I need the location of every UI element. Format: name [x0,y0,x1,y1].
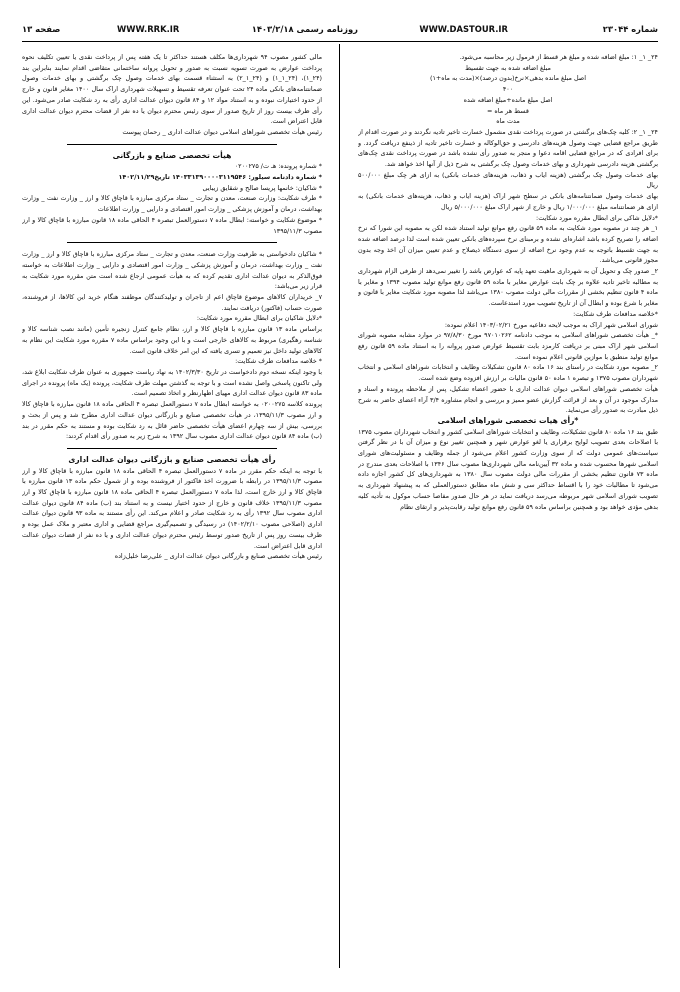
formula-line: اصل مبلغ مانده بدهی×نرخ(بدون درصد)×(مدت به ماه+۱) [429,74,587,83]
section-separator [67,242,277,243]
header-divider [22,41,658,42]
formula-line: اصل مبلغ مانده+مبلغ اضافه شده [463,95,553,104]
paragraph: ۲_ مصوبه مورد شکایت در راستای بند ۱۶ ماده ۸۰ قانون تشکیلات وظایف و انتخابات شوراهای اسلامی و انتخاب شهرداران مصوب ۱۳۷۵ و تبصره ۱ ماده ۵۰ قانون مالیات بر ارزش افزوده وضع شده است. [358,363,658,383]
paragraph: * طرف شکایت: وزارت صنعت، معدن و تجارت _ ستاد مرکزی مبارزه با قاچاق کالا و ارز _ وزارت نفت _ وزارت بهداشت، درمان و آموزش پزشکی _ وزارت امور اقتصادی و دارایی _ وزارت اطلاعات [22,194,322,214]
paragraph: با وجود اینکه نسخه دوم دادخواست در تاریخ ۱۴۰۲/۳/۳۰ به نهاد ریاست جمهوری به عنوان طرف شکایت ابلاغ شد، ولی تاکنون پاسخی واصل نشده است و با توجه به گذشتن مهلت طرف شکایت، پرونده (یک ماه) پرونده در اجرای ماده ۸۳ قانون دیوان عدالت اداری مهیای اظهارنظر و اتخاذ تصمیم است. [22,367,322,398]
paragraph: هیأت تخصصی شوراهای اسلامی دیوان عدالت اداری با حضور اعضاء تشکیل، پس از ملاحظه پرونده و اسناد و مدارک موجود در آن و بعد از قرائت گزارش عضو ممیز و بررسی و انجام مشاوره ۳/۴ آراء اعضای حاضر به شرح ذیل مبادرت به صدور رأی می‌نماید. [358,384,658,415]
paragraph: * موضوع شکایت و خواسته: ابطال ماده ۷ دستورالعمل تبصره ۴ الحاقی ماده ۱۸ قانون مبارزه با قاچاق کالا و ارز مصوب ۱۳۹۵/۱۱/۳ [22,215,322,235]
formula-line: مدت ماه [496,117,520,126]
formula-line: ۴۰۰ [502,85,514,94]
paragraph: ۲۴_ ۱_ ۱: مبلغ اضافه شده و مبلغ هر قسط از فرمول زیر محاسبه می‌شود. [459,53,658,61]
paragraph: بهای خدمات وصول ضمانتنامه‌های بانکی در سطح شهر اراک (هزینه ایاب و ذهاب، هزینه‌های خدمات بانکی) به ازای هر ضمانتنامه مبلغ ۱/۰۰۰/۰۰۰ ریال و خارج از شهر اراک مبلغ ۵/۰۰۰/۰۰۰ ریال [358,192,658,211]
paragraph: *خلاصه مدافعات طرف شکایت: [573,309,658,318]
section-title: رأی هیأت تخصصی صنایع و بازرگانی دیوان عدالت اداری [68,454,276,464]
paragraph: * شماره پرونده: هـ ت/ ۰۲۰۰۲۷۵ [234,162,322,171]
section-title: *رأی هیات تخصصی شوراهای اسلامی [437,415,579,425]
paragraph: رئیس هیأت تخصصی شوراهای اسلامی دیوان عدالت اداری _ رحمان پیوست [122,127,322,136]
site-link-rrk[interactable]: WWW.RRK.IR [117,24,180,34]
formula-line: قسط هر ماه = [487,106,529,115]
newspaper-title-date: روزنامه رسمی ۱۴۰۳/۲/۱۸ [251,24,358,34]
paragraph: * خلاصه مدافعات طرف شکایت: [235,357,322,366]
issue-number: شماره ۲۳۰۴۴ [602,24,658,34]
paragraph: پرونده کلاسه ۰۲۰۰۲۷۵ به خواسته ابطال ماده ۷ دستورالعمل تبصره ۴ الحاقی ماده ۱۸ قانون مبارزه با قاچاق کالا و ارز مصوب ۱۳۹۵/۱۱/۳، در هیأت تخصصی صنایع و بازرگانی دیوان عدالت اداری مطرح شد و پس از بحث و بررسی، بیش از سه چهارم اعضای هیأت تخصصی حاضر قائل به رد شکایت بوده و مستند به حکم مقرر در بند (ب) ماده ۸۴ قانون دیوان عدالت اداری مصوب سال ۱۳۹۲ به شرح زیر به صدور رأی اقدام کردند: [22,400,322,441]
site-link-dastour[interactable]: WWW.DASTOUR.IR [419,24,508,34]
paragraph: *_ هیأت تخصصی شوراهای اسلامی به موجب دادنامه ۹۷۰۱۰۲۶۲ مورخ ۹۷/۸/۳۰ در موارد مشابه مصوبه شورای اسلامی شهر اراک مبنی بر دریافت کارمزد بابت تقسیط عوارض صدور پروانه را به استناد ماده ۵۹ قانون رفع موانع تولید منطبق با موازین قانونی اعلام نموده است. [358,331,658,361]
right-column [358,52,658,974]
section-separator [67,144,277,145]
paragraph: بهای خدمات وصول چک برگشتی (هزینه ایاب و ذهاب، هزینه‌های خدمات بانکی) به ازای هر چک مبلغ ۵۰۰/۰۰۰ ریال [358,170,658,190]
paragraph: ۲۴_ ۱_ ۲: کلیه چک‌های برگشتی در صورت پرداخت نقدی مشمول خسارت تاخیر تادیه نگردند و در صورت اقدام از طریق مراجع قضایی جهت وصول هزینه‌های دادرسی و حق‌الوکاله و خسارت تاخیر تادیه از ذینفع دریافت گردد. و برای افرادی که در مراجع قضایی اقامه دعوا و منجر به صدور رأی نشده باشد در صورت پرداخت نقدی چک‌های برگشتی هزینه دادرسی شهرداری و بهای خدمات وصول چک برگشتی به شرح ذیل از آنها اخذ خواهد شد. [358,127,658,169]
paragraph: مالی کشور مصوب ۹۴ شهرداری‌ها مکلف هستند حداکثر تا یک هفته پس از پرداخت نقدی یا تعیین تکلیف نحوه پرداخت عوارض به صورت تسویه نسبت به صدور و تحویل پروانه ساختمانی متقاضی اقدام نمایند بنابراین بند (۲۴_۱)، (۲۴_۱_۱) و (۲۴_۱_۲) به استثناء قسمت بهای خدمات وصول چک برگشتی و بهای خدمات وصول ضمانتنامه‌های بانکی ماده ۲۴ تحت عنوان تعرفه تقسیط و تسهیلات شهرداری اراک سال ۱۴۰۰ مغایر قانون و خارج از حدود اختیارات نبوده و به استناد مواد ۱۲ و ۸۴ قانون دیوان عدالت اداری رأی به رد شکایت صادر می‌شود. این رأی ظرف بیست روز از تاریخ صدور از سوی رئیس محترم دیوان یا ده نفر از قضات محترم دیوان عدالت اداری قابل اعتراض است. [22,53,322,126]
paragraph: * شاکیان دادخواستی به طرفیت وزارت صنعت، معدن و تجارت _ ستاد مرکزی مبارزه با قاچاق کالا و ارز _ وزارت نفت _ وزارت بهداشت، درمان و آموزش پزشکی _ وزارت امور اقتصادی و دارایی _ وزارت اطلاعات به خواسته فوق‌الذکر به دیوان عدالت اداری تقدیم کرده که به هیأت عمومی ارجاع شده است متن مقرره مورد شکایت به قرار زیر می‌باشد: [22,250,322,291]
paragraph: براساس ماده ۱۳ قانون مبارزه با قاچاق کالا و ارز، نظام جامع کنترل زنجیره تأمین (مانند نصب شناسه کالا و شناسه رهگیری) مربوط به کالاهای خارجی است و با این وجود براساس ماده ۷ مقرره مورد شکایت این نظام به کالاهای تولید داخل نیز تعمیم و تسری یافته که این امر خلاف قانون است. [22,325,322,355]
left-column [22,52,322,974]
section-title: هیأت تخصصی صنایع و بازرگانی [112,150,232,160]
paragraph: ۱_ هر چند در مصوبه مورد شکایت به ماده ۵۹ قانون رفع موانع تولید استناد شده لکن به مصوبه این شورا که نرخ اضافه را تصریح کرده باشد اشاره‌ای نشده و برمبنای نرخ سپرده‌های بانکی تعیین شده است لذا درصد اضافه شده به جهت تقسیط باتوجه به عدم وجود نرخ اضافه از سوی دستگاه ذیصلاح و عدم تعیین میزان آن اخذ وجه بدون مجوز قانونی می‌باشد. [358,224,658,265]
paragraph: ۲_ صدور چک و تحویل آن به شهرداری ماهیت تعهد پایه که عوارض باشد را تغییر نمی‌دهد از طرفی الزام شهرداری به مطالبه تاخیر تادیه علاوه بر چک بابت عوارض مغایر با ماده ۵۹ قانون رفع موانع تولید مصوب ۱۳۹۴ و مغایر با ماده ۴ قانون تنظیم بخشی از مقررات مالی دولت مصوب ۱۳۸۰ می‌باشد لذا مصوبه مورد شکایت مغایر با قانون و مغایر با شرع بوده و ابطال آن از تاریخ تصویب مورد استدعاست. [358,267,658,308]
page-number: صفحه ۱۳ [22,24,61,34]
formula-line: مبلغ اضافه شده به جهت تقسیط [465,63,551,72]
paragraph: *دلایل شاکیان برای ابطال مقرره مورد شکایت: [196,314,322,323]
page-header [22,24,658,38]
paragraph: رئیس هیأت تخصصی صنایع و بازرگانی دیوان عدالت اداری _ علی‌رضا خلیل‌زاده [114,552,322,561]
column-divider [339,44,340,968]
paragraph: * شماره دادنامه سیلور: ۱۴۰۳۳۱۳۹۰۰۰۰۳۱۱۹۵۴۶ تاریخ۱۴۰۲/۱۱/۲۹ [118,173,322,182]
section-separator [67,448,277,449]
paragraph: با توجه به اینکه حکم مقرر در ماده ۷ دستورالعمل تبصره ۴ الحاقی ماده ۱۸ قانون مبارزه با قاچاق کالا و ارز مصوب ۱۳۹۵/۱۱/۳ در رابطه با ضرورت اخذ فاکتور از فروشنده بوده و از شمول حکم ماده ۱۳ قانون مبارزه با قاچاق کالا و ارز خارج است، لذا ماده ۷ دستورالعمل تبصره ۴ الحاقی ماده ۱۸ قانون مبارزه با قاچاق کالا و ارز مصوب ۱۳۹۵/۱۱/۳ خلاف قانون و خارج از حدود اختیار نیست و به استناد بند (ب) ماده ۸۴ قانون دیوان عدالت اداری مصوب سال ۱۳۹۲ رأی به رد شکایت صادر و اعلام می‌کند. این رأی مستند به ماده ۹۳ قانون دیوان عدالت اداری (اصلاحی مصوب ۱۴۰۲/۲/۱۰) در رسیدگی و تصمیم‌گیری مراجع قضایی و اداری معتبر و ملاک عمل بوده و ظرف بیست روز پس از تاریخ صدور توسط رئیس محترم دیوان عدالت اداری و یا ده نفر از قضات دیوان عدالت اداری قابل اعتراض است. [22,466,322,550]
paragraph: شورای اسلامی شهر اراک به موجب لایحه دفاعیه مورخ ۱۴۰۳/۰۲/۲۱ اعلام نموده: [444,320,658,329]
paragraph: ۷_ خریداران کالاهای موضوع قاچاق اعم از تاجران و تولیدکنندگان موظفند هنگام خرید این کالاها، از فروشنده، صورت حساب (فاکتور) دریافت نمایند. [22,293,322,312]
paragraph: طبق بند ۱۶ ماده ۸۰ قانون تشکیلات، وظایف و انتخابات شوراهای اسلامی کشور و انتخاب شهرداران مصوب ۱۳۷۵ با اصلاحات بعدی تصویب لوایح برقراری یا لغو عوارض شهر و همچنین تغییر نوع و میزان آن با در نظر گرفتن سیاست‌های عمومی دولت که از سوی وزارت کشور اعلام می‌شود از جمله وظایف و مسئولیت‌های شورای اسلامی شهرها محسوب شده و ماده ۳۲ آیین‌نامه مالی شهرداری‌ها مصوب سال ۱۳۴۶ با اصلاحات بعدی مندرج در ماده ۷۳ قانون تنظیم بخشی از مقررات مالی دولت مصوب سال ۱۳۸۰ به شهرداری‌های کل کشور اجازه داده می‌شود تا مطالبات خود را با اقساط حداکثر سی و شش ماه مطابق دستورالعملی که به پیشنهاد شهرداری به تصویب شورای اسلامی شهر مربوطه می‌رسد دریافت نماید در هر حال صدور مفاصا حساب موکول به تأدیه کلیه بدهی مؤدی خواهد بود و همچنین براساس ماده ۵۹ قانون رفع موانع تولید رقابت‌پذیر و ارتقای نظام [358,427,658,511]
paragraph: * شاکیان: خانمها پریسا صالح و شقایق زیبایی [202,183,322,192]
paragraph: *دلایل شاکی برای ابطال مقرره مورد شکایت: [536,213,658,222]
